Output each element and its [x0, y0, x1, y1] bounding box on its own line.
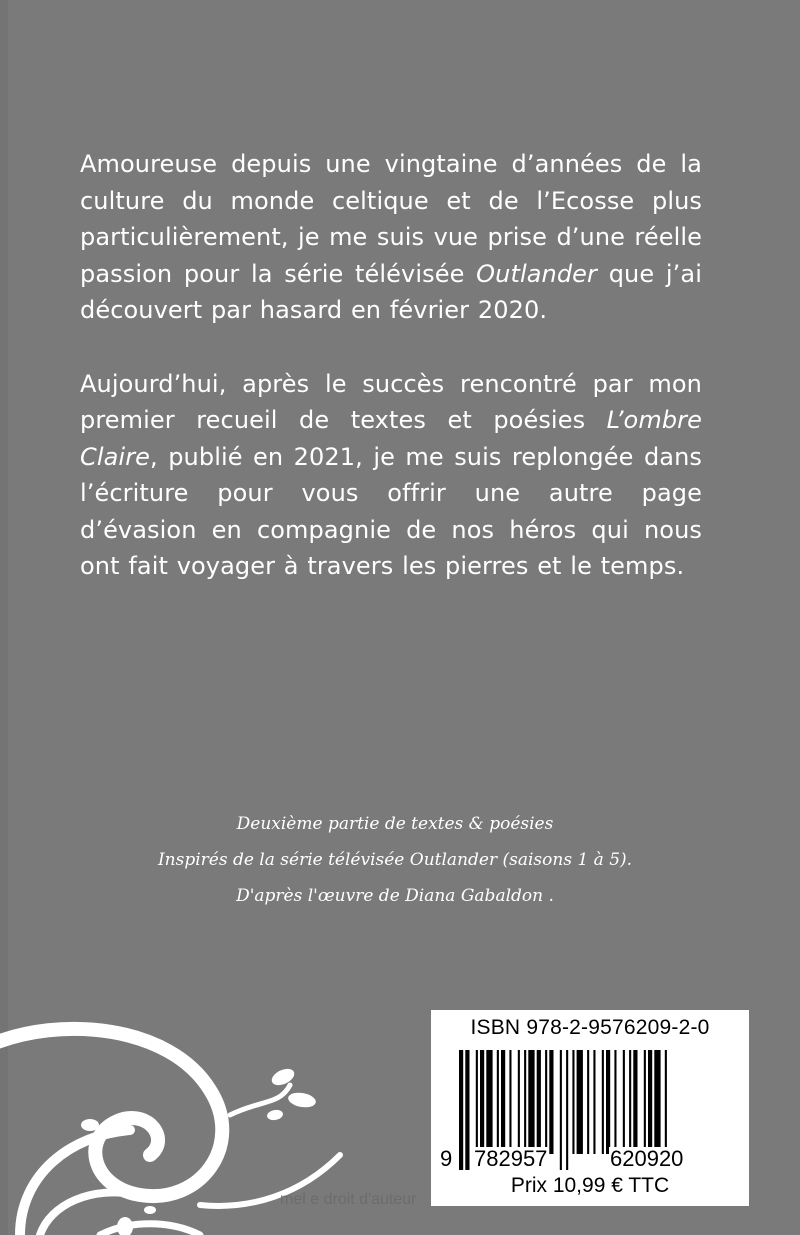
isbn-number: ISBN 978-2-9576209-2-0 [470, 1016, 710, 1039]
credits-line-3: D'après l'œuvre de Diana Gabaldon . [236, 886, 554, 906]
blurb-p2-title: L’ombre Claire [80, 406, 702, 471]
barcode-label [431, 1010, 749, 1206]
blurb-p1-text-start: Amoureuse depuis une vingtaine d’années de la culture du monde celtique et de l’Ecosse plus particulièrement, je me suis vue prise d’une réelle passion pour la série télévisée [80, 150, 702, 288]
credits-line-1: Deuxième partie de textes & poésies [236, 814, 554, 834]
blurb-p1-text-end: que j’ai découvert par hasard en février 2020. [80, 259, 702, 324]
blurb-p2-text-start: Aujourd’hui, après le succès rencontré par mon premier recueil de textes et poésies [80, 369, 702, 434]
blurb-p2-text-end: , publié en 2021, je me suis replongée dans l’écriture pour vous offrir une autre page d’évasion en compagnie de nos héros qui nous ont fait voyager à travers les pierres et le temps. [80, 442, 702, 580]
price-label: Prix 10,99 € TTC [510, 1174, 670, 1197]
blurb-paragraph-1 [80, 146, 702, 329]
blurb-paragraph-2 [80, 366, 702, 585]
barcode-digit-lead: 9 [440, 1146, 453, 1171]
barcode-digits-left: 782957 [474, 1146, 548, 1171]
credits-line-2: Inspirés de la série télévisée Outlander (saisons 1 à 5). [157, 850, 633, 870]
back-cover-blurb [80, 146, 702, 585]
barcode-digits [431, 1147, 749, 1173]
copyright-notice: mel e droit d'auteur [280, 1191, 417, 1208]
book-credits [100, 806, 690, 914]
barcode-digits-right: 620920 [610, 1146, 684, 1171]
blurb-p1-title: Outlander [476, 259, 598, 288]
